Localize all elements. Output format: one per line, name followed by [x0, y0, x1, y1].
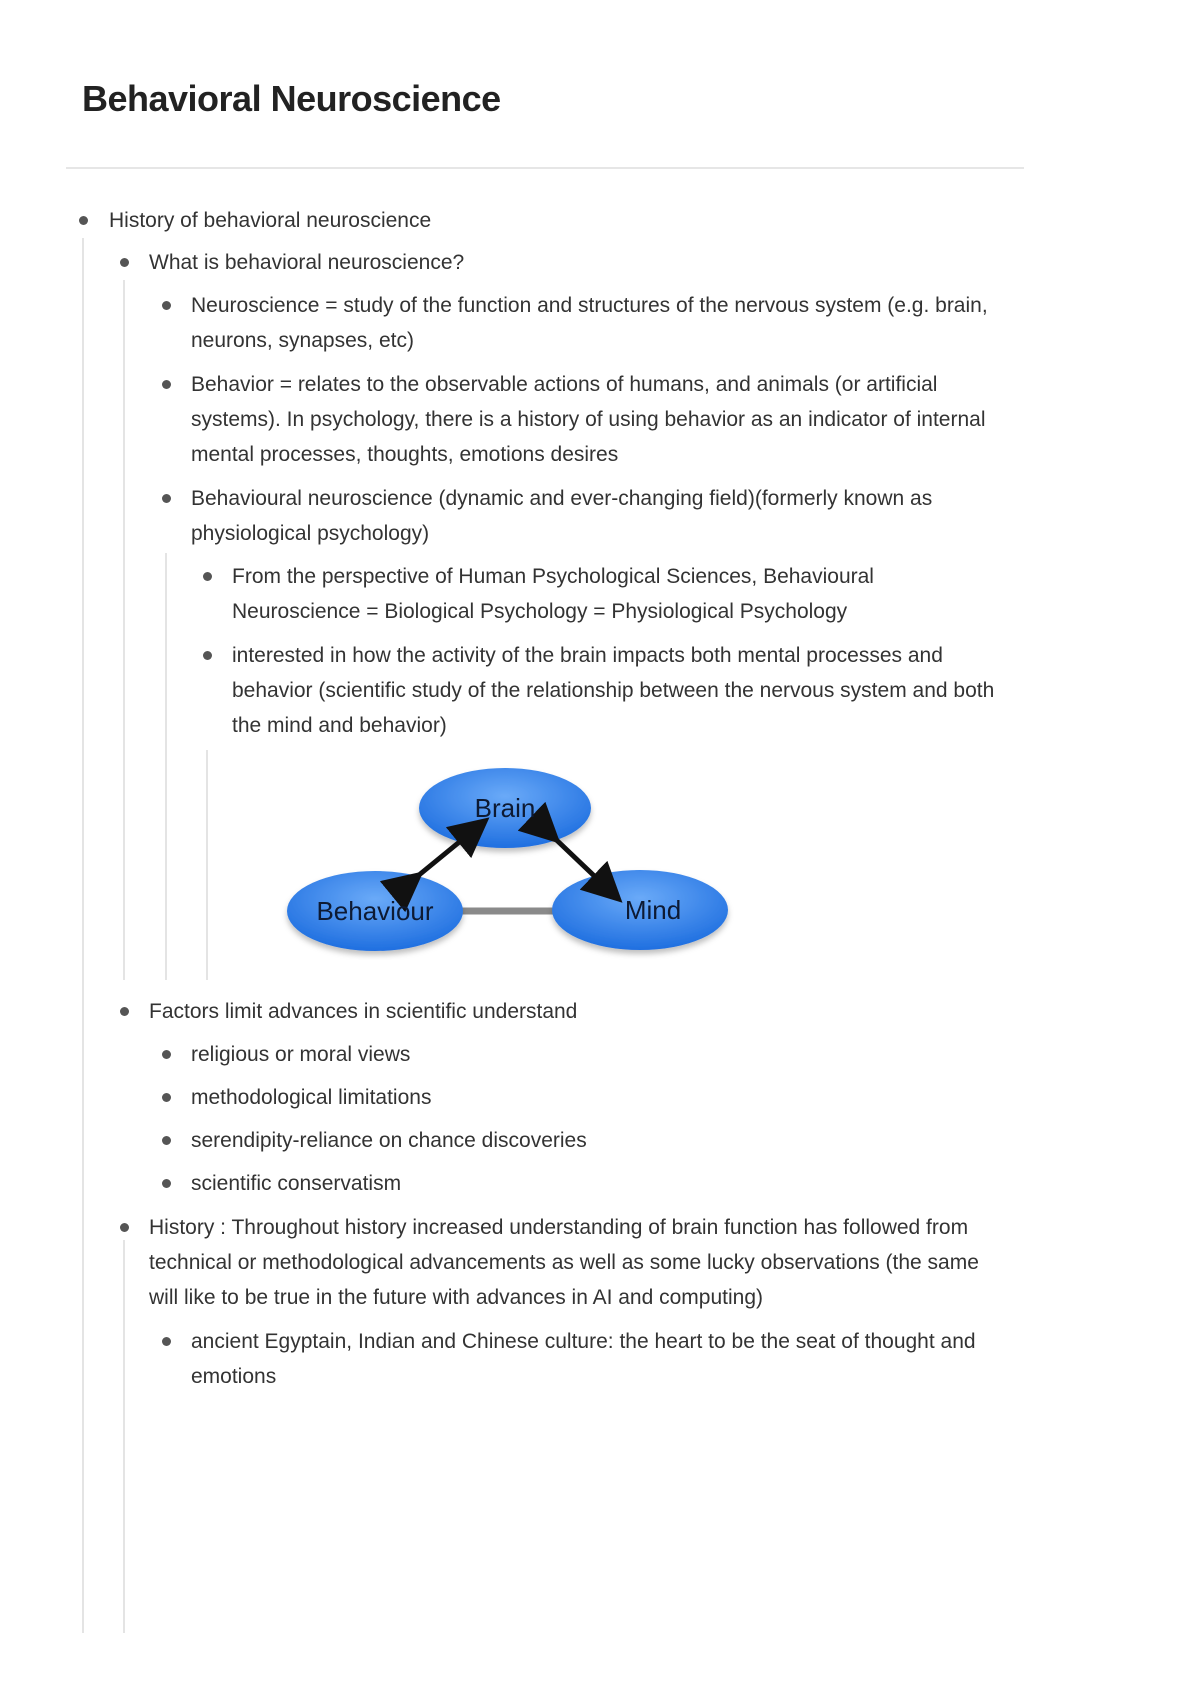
bullet-icon	[162, 380, 171, 389]
bullet-icon	[162, 494, 171, 503]
list-item-text: From the perspective of Human Psychological Sciences, Behavioural Neuroscience = Biological Psychology = Physiological Psychology	[232, 565, 874, 623]
list-item-text: interested in how the activity of the brain impacts both mental processes and behavior (scientific study of the relationship between the nervous system and both the mind and behavior)	[232, 644, 995, 737]
bullet-icon	[162, 1337, 171, 1346]
title-divider	[66, 167, 1024, 169]
bullet-icon	[203, 651, 212, 660]
brain-label: Brain	[474, 793, 536, 823]
list-item-text: methodological limitations	[191, 1086, 432, 1109]
bullet-icon	[162, 1050, 171, 1059]
list-item-text: History : Throughout history increased understanding of brain function has followed from technical or methodological advancements as well as some lucky observations (the same will like to be true in the future with advances in AI and computing)	[149, 1216, 979, 1309]
bullet-icon	[79, 216, 88, 225]
page-title: Behavioral Neuroscience	[82, 78, 501, 119]
bullet-icon	[120, 258, 129, 267]
list-item-text: ancient Egyptain, Indian and Chinese culture: the heart to be the seat of thought and emotions	[191, 1330, 976, 1388]
outline-guide-level-2	[123, 1240, 125, 1633]
outline-guide-level-1	[82, 238, 84, 1633]
bullet-icon	[162, 1093, 171, 1102]
outline-guide-level-3	[165, 553, 167, 980]
list-item-text: religious or moral views	[191, 1043, 411, 1066]
bullet-icon	[162, 301, 171, 310]
bullet-icon	[120, 1007, 129, 1016]
list-item-text: History of behavioral neuroscience	[109, 209, 432, 232]
bullet-icon	[120, 1223, 129, 1232]
outline-guide-level-4	[206, 750, 208, 980]
behaviour-brain-arrow	[408, 830, 474, 884]
list-item-text: What is behavioral neuroscience?	[149, 251, 465, 274]
list-item-text: Neuroscience = study of the function and structures of the nervous system (e.g. brain, neurons, synapses, etc)	[191, 294, 988, 352]
bullet-icon	[203, 572, 212, 581]
list-item-text: serendipity-reliance on chance discoveries	[191, 1129, 587, 1152]
list-item-text: Behavior = relates to the observable actions of humans, and animals (or artificial systems). In psychology, there is a history of using behavior as an indicator of internal mental processes, thoughts, emotions desires	[191, 373, 986, 466]
mind-label: Mind	[624, 895, 682, 925]
bullet-icon	[162, 1136, 171, 1145]
outline-guide-level-2	[123, 280, 125, 980]
bullet-icon	[162, 1179, 171, 1188]
list-item-text: Behavioural neuroscience (dynamic and ever-changing field)(formerly known as physiological psychology)	[191, 487, 933, 545]
behaviour-label: Behaviour	[316, 896, 434, 926]
list-item-text: Factors limit advances in scientific understand	[149, 1000, 578, 1023]
list-item-text: scientific conservatism	[191, 1172, 402, 1195]
brain-mind-arrow	[546, 830, 608, 889]
brain-mind-behaviour-diagram	[270, 760, 750, 960]
